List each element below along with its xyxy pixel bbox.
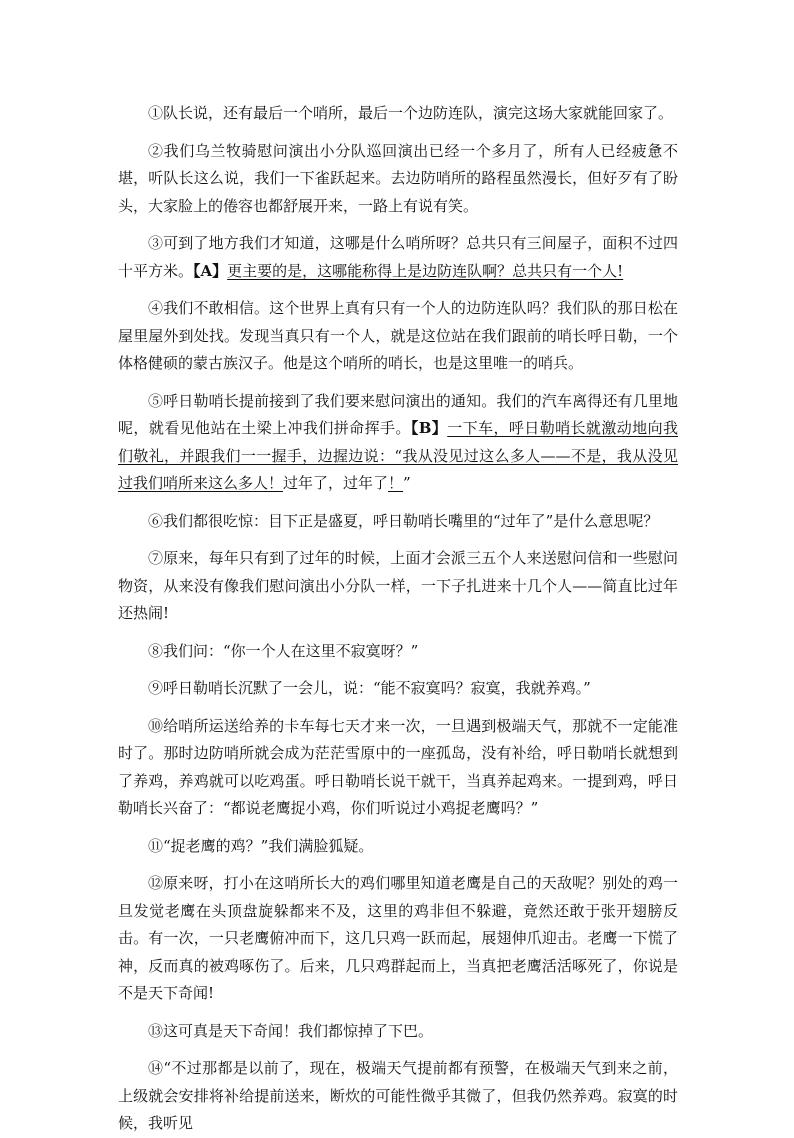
paragraph-number: ② bbox=[148, 141, 164, 160]
paragraph-number: ⑩ bbox=[148, 716, 164, 735]
paragraph-text: 队长说，还有最后一个哨所，最后一个边防连队，演完这场大家就能回家了。 bbox=[163, 104, 674, 122]
paragraph-number: ⑥ bbox=[148, 511, 164, 530]
paragraph-3 bbox=[118, 230, 678, 285]
paragraph-text: 我们乌兰牧骑慰问演出小分队巡回演出已经一个多月了，所有人已经疲惫不堪，听队长这么说，我们一下雀跃起来。去边防哨所的路程虽然漫长，但好歹有了盼头，大家脸上的倦容也都舒展开来，一路上有说有笑。 bbox=[118, 141, 678, 215]
paragraph-text: 这可真是天下奇闻！我们都惊掉了下巴。 bbox=[163, 1021, 434, 1040]
paragraph-number: ⑫ bbox=[148, 874, 164, 892]
paragraph-text: 呼日勒哨长提前接到了我们要来慰问演出的通知。我们的汽车离得还有几里地呢，就看见他站在土梁上冲我们拼命挥手。 bbox=[118, 391, 678, 437]
paragraph-12 bbox=[118, 870, 678, 1008]
annotation-mark-a: 【A】 bbox=[193, 261, 228, 280]
paragraph-number: ⑨ bbox=[148, 679, 164, 697]
paragraph-6 bbox=[118, 508, 678, 536]
article-body bbox=[118, 100, 678, 1138]
paragraph-4 bbox=[118, 295, 678, 378]
underlined-sentence-b: 一下车，呼日勒哨长就激动地向我们敬礼，并跟我们一一握手，边握边说：“我从没见过这么多人——不是，我从没见过我们哨所来这么多人！ bbox=[118, 419, 678, 492]
paragraph-11 bbox=[118, 833, 678, 861]
paragraph-text: 呼日勒哨长沉默了一会儿，说：“能不寂寞吗？寂寞，我就养鸡。” bbox=[163, 679, 591, 697]
underlined-exclamation: ！ bbox=[388, 474, 404, 492]
paragraph-8 bbox=[118, 638, 678, 666]
paragraph-number: ⑪ bbox=[148, 836, 164, 855]
paragraph-13 bbox=[118, 1018, 678, 1046]
paragraph-7 bbox=[118, 545, 678, 628]
paragraph-number: ⑬ bbox=[148, 1021, 164, 1040]
paragraph-text: 我们都很吃惊：目下正是盛夏，呼日勒哨长嘴里的“过年了”是什么意思呢？ bbox=[163, 511, 659, 530]
paragraph-text: 原来呀，打小在这哨所长大的鸡们哪里知道老鹰是自己的天敌呢？别处的鸡一旦发觉老鹰在头顶盘旋躲都来不及，这里的鸡非但不躲避，竟然还敢于张开翅膀反击。有一次，一只老鹰俯冲而下，这几只鸡一跃而起，展翅伸爪迎击。老鹰一下慌了神，反而真的被鸡啄伤了。后来，几只鸡群起而上，当真把老鹰活活啄死了，你说是不是天下奇闻! bbox=[118, 874, 678, 1002]
paragraph-text: 原来，每年只有到了过年的时候，上面才会派三五个人来送慰问信和一些慰问物资，从来没有像我们慰问演出小分队一样，一下子扎进来十几个人——简直比过年还热闹! bbox=[118, 549, 678, 622]
underlined-sentence-a: 更主要的是，这哪能称得上是边防连队啊？总共只有一个人! bbox=[227, 261, 624, 280]
paragraph-text: 我们问：“你一个人在这里不寂寞呀？” bbox=[163, 641, 419, 660]
paragraph-number: ⑧ bbox=[148, 641, 164, 660]
paragraph-9 bbox=[118, 675, 678, 703]
paragraph-text: 可到了地方我们才知道，这哪是什么哨所呀？总共只有三间屋子，面积不过四十平方米。 bbox=[118, 234, 678, 280]
paragraph-text-middle: 过年了，过年了 bbox=[283, 474, 389, 492]
paragraph-5 bbox=[118, 388, 678, 498]
paragraph-text: “不过那都是以前了，现在，极端天气提前都有预警，在极端天气到来之前，上级就会安排将补给提前送来，断炊的可能性微乎其微了，但我仍然养鸡。寂寞的时候，我听见 bbox=[118, 1059, 678, 1132]
paragraph-14 bbox=[118, 1055, 678, 1138]
paragraph-2 bbox=[118, 138, 678, 221]
paragraph-number: ⑭ bbox=[148, 1059, 164, 1077]
paragraph-text: 给哨所运送给养的卡车每七天才来一次，一旦遇到极端天气，那就不一定能准时了。那时边防哨所就会成为茫茫雪原中的一座孤岛，没有补给，呼日勒哨长就想到了养鸡，养鸡就可以吃鸡蛋。呼日勒哨长说干就干，当真养起鸡来。一提到鸡，呼日勒哨长兴奋了：“都说老鹰捉小鸡，你们听说过小鸡捉老鹰吗？” bbox=[118, 716, 678, 817]
paragraph-number: ④ bbox=[148, 299, 164, 317]
annotation-mark-b: 【B】 bbox=[410, 419, 448, 437]
paragraph-number: ① bbox=[148, 104, 164, 122]
paragraph-text: 我们不敢相信。这个世界上真有只有一个人的边防连队吗？我们队的那日松在屋里屋外到处找。发现当真只有一个人，就是这位站在我们跟前的哨长呼日勒，一个体格健硕的蒙古族汉子。他是这个哨所的哨长，也是这里唯一的哨兵。 bbox=[118, 299, 678, 372]
paragraph-1 bbox=[118, 100, 678, 128]
paragraph-text-end: ” bbox=[403, 474, 411, 492]
paragraph-number: ③ bbox=[148, 234, 164, 252]
paragraph-10 bbox=[118, 713, 678, 823]
paragraph-number: ⑦ bbox=[148, 549, 164, 567]
paragraph-text: “捉老鹰的鸡？”我们满脸狐疑。 bbox=[163, 836, 374, 855]
paragraph-number: ⑤ bbox=[148, 391, 164, 410]
